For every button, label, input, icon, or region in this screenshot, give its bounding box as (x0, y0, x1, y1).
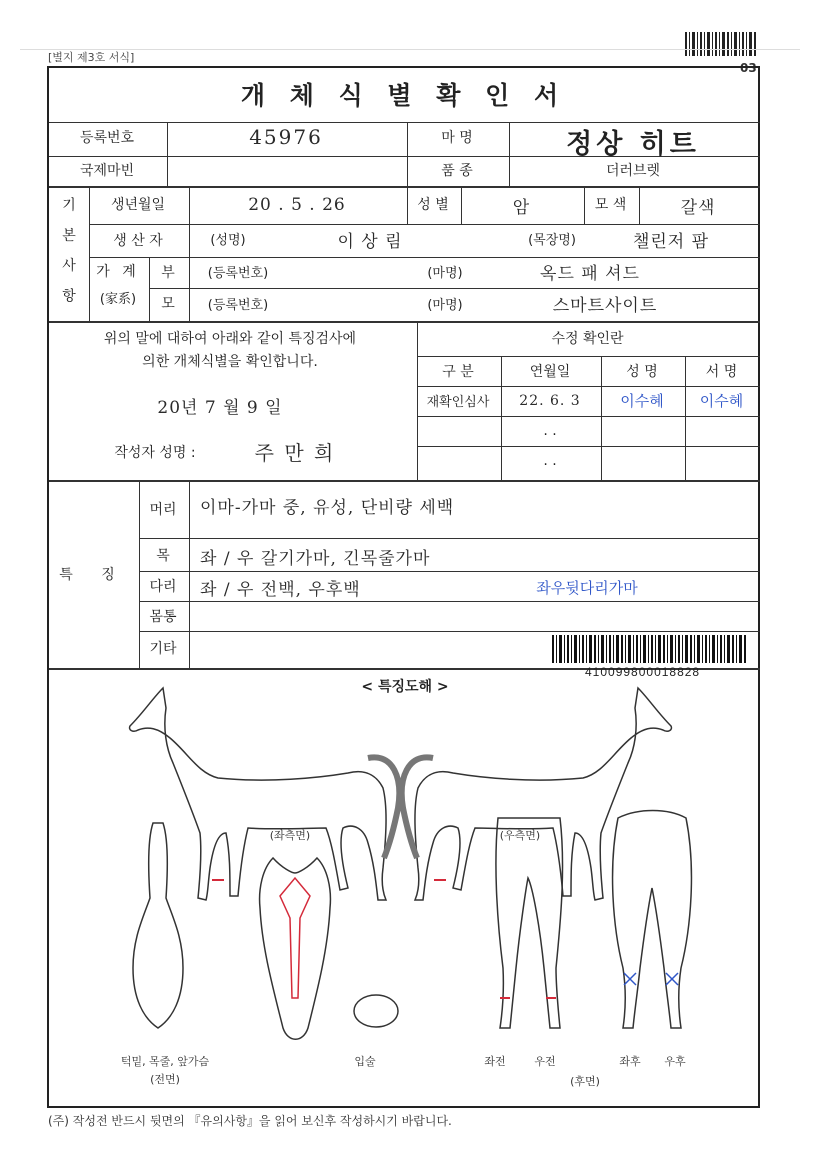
revision-header-type: 구 분 (442, 363, 474, 380)
revision-header-sign: 서 명 (705, 363, 738, 380)
farm-sublabel: (목장명) (528, 232, 576, 248)
feature-other-label: 기타 (149, 641, 177, 657)
sex-label: 성 별 (417, 197, 449, 213)
lips-label: 입술 (354, 1055, 376, 1068)
right-side-horse (415, 688, 671, 900)
producer-name-sublabel: (성명) (210, 232, 246, 248)
breed-label: 품 종 (441, 163, 473, 179)
sticker-barcode (548, 633, 748, 667)
registration-number: 45976 (249, 125, 323, 149)
features-label: 특 징 (59, 567, 127, 583)
diagram-title: < 특징도해 > (361, 679, 449, 695)
lips-view (354, 995, 398, 1027)
feature-neck-label: 목 (156, 547, 170, 564)
revision-row1-name: 이수혜 (620, 392, 664, 410)
horse-name-label: 마 명 (441, 130, 473, 146)
confirm-text-line1: 위의 말에 대하여 아래와 같이 특징검사에 (103, 331, 357, 347)
revision-row1-date: 22. 6. 3 (519, 392, 581, 409)
birth-label: 생년월일 (110, 197, 166, 213)
breed-value: 더러브렛 (605, 163, 661, 179)
dam-name-label: (마명) (427, 297, 463, 313)
feature-body-label: 몸통 (149, 609, 177, 625)
feature-legs-value: 좌 / 우 전백, 우후백 (200, 579, 361, 600)
sire-reg-label: (등록번호) (207, 266, 269, 281)
revision-title: 수정 확인란 (551, 331, 624, 347)
registration-label: 등록번호 (79, 130, 135, 146)
revision-header-name: 성 명 (626, 363, 658, 380)
basic-section-label: 기 본 사 항 (60, 196, 76, 309)
revision-row1-type: 재확인심사 (426, 395, 490, 410)
front-neck-view (133, 823, 183, 1028)
front-label: (전면) (150, 1073, 180, 1086)
top-barcode (685, 32, 757, 56)
dam-name-value: 스마트사이트 (552, 295, 658, 316)
date-written: 20년 7 월 9 일 (157, 397, 283, 418)
right-side-label: (우측면) (499, 829, 541, 842)
hind-legs-view (613, 811, 692, 1029)
revision-row2-date: . . (543, 422, 557, 439)
sex-value: 암 (512, 197, 531, 218)
horse-name-value: 정상 히트 (566, 128, 700, 160)
rear-label: (후면) (570, 1075, 600, 1088)
feature-legs-label: 다리 (149, 579, 177, 595)
author-signature: 주 만 희 (254, 440, 336, 465)
producer-label: 생 산 자 (113, 232, 163, 249)
right-hind-label: 우후 (664, 1055, 686, 1068)
feature-head-value: 이마-가마 중, 유성, 단비량 세백 (200, 497, 455, 518)
feature-diagram (48, 668, 759, 1108)
left-hind-label: 좌후 (619, 1055, 641, 1068)
author-label: 작성자 성명 : (114, 445, 196, 461)
footer-note: (주) 작성전 반드시 뒷면의 『유의사항』을 읽어 보신후 작성하시기 바랍니다. (48, 1114, 452, 1128)
barcode-number: 410099800018828 (585, 665, 701, 679)
revision-row3-date: . . (543, 452, 557, 469)
left-front-label: 좌전 (484, 1055, 506, 1068)
right-side-tail (402, 757, 433, 858)
coat-value: 갈색 (680, 197, 716, 218)
dam-reg-label: (등록번호) (207, 297, 269, 313)
head-front-view (260, 858, 331, 1039)
left-side-tail (368, 757, 399, 858)
confirm-text-line2: 의한 개체식별을 확인합니다. (142, 354, 318, 370)
feature-legs-extra: 좌우뒷다리가마 (536, 578, 638, 597)
right-front-label: 우전 (534, 1055, 556, 1068)
feature-neck-value: 좌 / 우 갈기가마, 긴목줄가마 (200, 548, 431, 569)
form-number: [별지 제3호 서식] (48, 51, 135, 64)
pedigree-label-hanja: (家系) (99, 291, 137, 307)
sire-label: 부 (161, 264, 175, 281)
left-side-horse (130, 688, 386, 900)
pedigree-label: 가 계 (96, 264, 140, 280)
revision-row1-sign: 이수혜 (699, 392, 744, 410)
birth-value: 20 . 5 . 26 (248, 195, 346, 215)
sire-name-label: (마명) (427, 266, 463, 281)
page-number: 03 (740, 61, 757, 75)
sire-name-value: 옥드 패 셔드 (540, 264, 640, 284)
farm-value: 챌린저 팜 (632, 232, 710, 252)
coat-label: 모 색 (594, 197, 627, 213)
front-caption: 턱밑, 목줄, 앞가슴 (120, 1055, 210, 1068)
front-legs-view (496, 818, 563, 1028)
producer-name-value: 이 상 림 (337, 232, 403, 252)
dam-label: 모 (161, 296, 175, 312)
document-title: 개 체 식 별 확 인 서 (240, 81, 567, 110)
revision-header-date: 연월일 (529, 363, 571, 380)
left-side-label: (좌측면) (269, 829, 311, 842)
top-rule (20, 49, 800, 50)
international-label: 국제마빈 (79, 163, 135, 179)
head-marking (280, 878, 310, 998)
feature-head-label: 머리 (149, 502, 177, 518)
